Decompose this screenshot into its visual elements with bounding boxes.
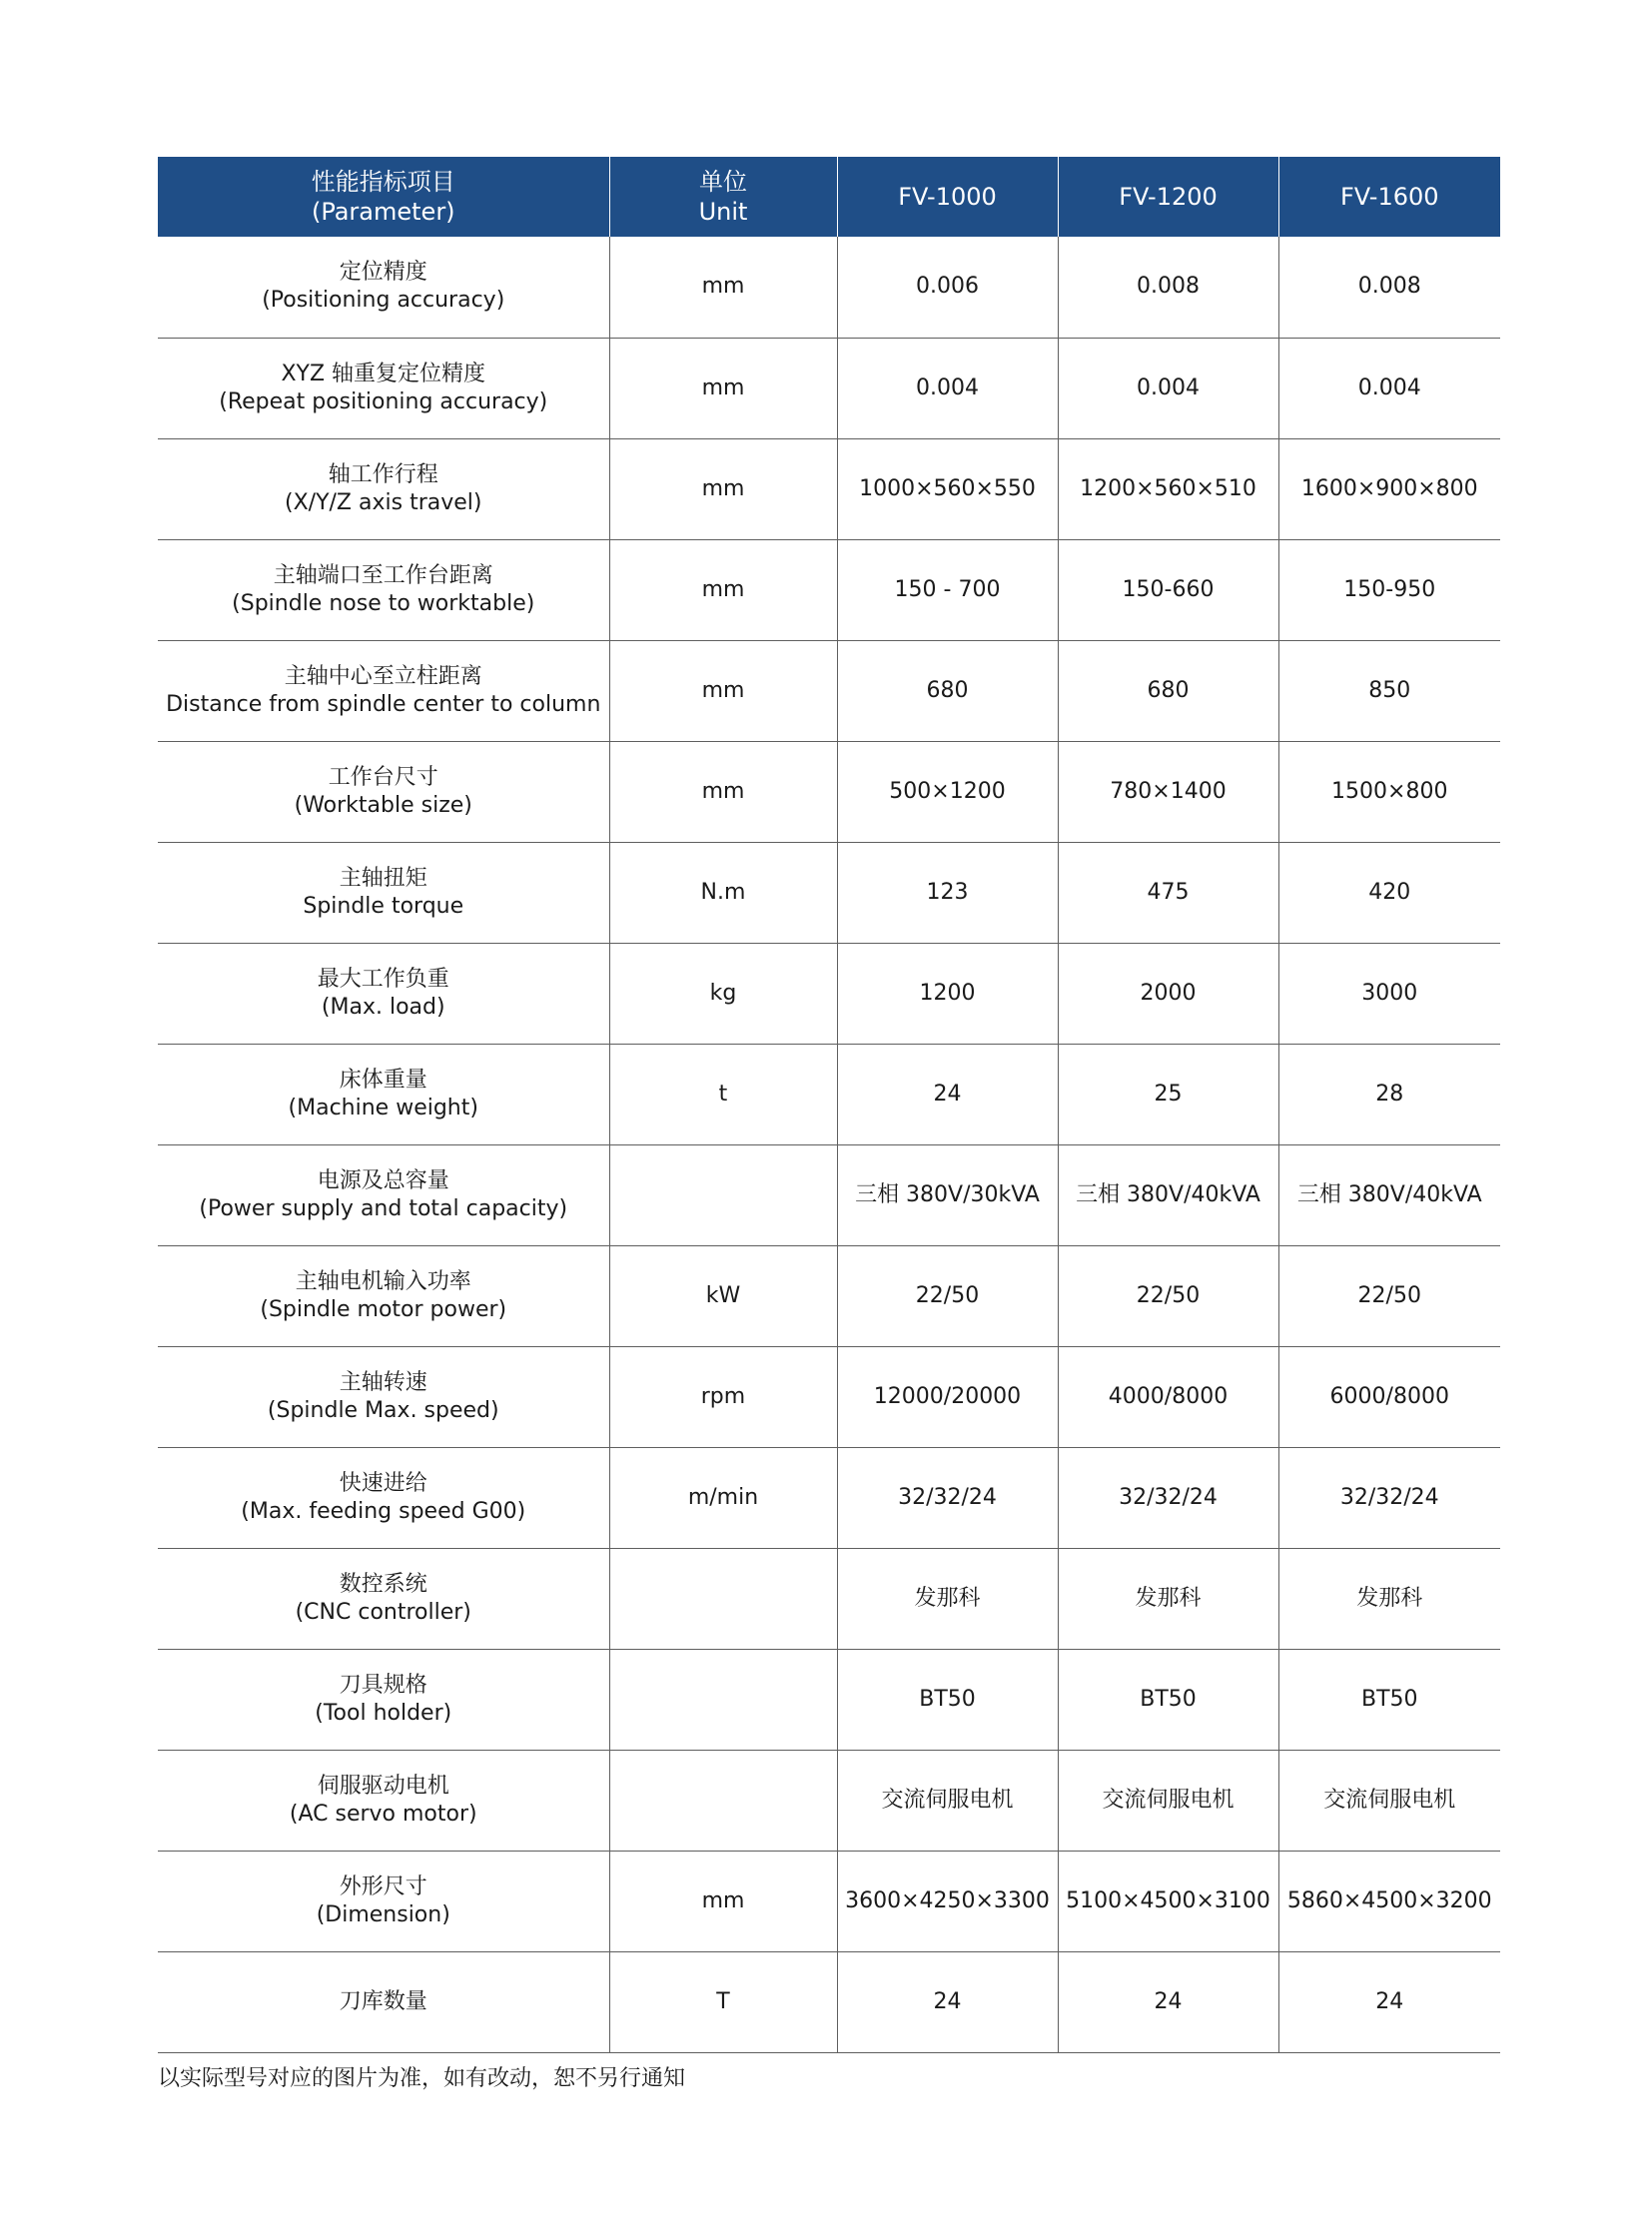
parameter-name-en: (Machine weight) [288,1095,478,1120]
table-row [158,741,1500,842]
unit-cell: mm [609,338,837,438]
table-row [158,1548,1500,1649]
unit-cell: rpm [609,1346,837,1447]
value-cell: 0.004 [837,338,1058,438]
parameter-name-zh: XYZ 轴重复定位精度 [281,361,486,386]
parameter-name-en: Distance from spindle center to column [166,691,601,717]
parameter-name-en: (CNC controller) [295,1599,471,1625]
table-row [158,1851,1500,1951]
header-parameter-zh: 性能指标项目 [311,168,455,196]
table-row [158,1144,1500,1245]
value-cell: 22/50 [1058,1245,1278,1346]
value-cell: 0.008 [1278,237,1500,338]
parameter-name-en: (Max. load) [321,994,445,1020]
table-row [158,438,1500,539]
parameter-name-zh: 主轴电机输入功率 [295,1268,471,1294]
table-row [158,237,1500,338]
unit-cell: mm [609,640,837,741]
value-cell: 5860×4500×3200 [1278,1851,1500,1951]
parameter-name-en: (AC servo motor) [289,1801,477,1827]
spec-table [158,157,1500,2053]
parameter-name-zh: 伺服驱动电机 [317,1773,449,1799]
unit-cell: mm [609,539,837,640]
header-parameter-en: (Parameter) [311,198,455,226]
value-cell: 500×1200 [837,741,1058,842]
parameter-cell [158,1649,609,1750]
footnote: 以实际型号对应的图片为准，如有改动，恕不另行通知 [158,2066,686,2091]
value-cell: 420 [1278,842,1500,943]
table-row [158,338,1500,438]
value-cell: 1200×560×510 [1058,438,1278,539]
value-cell: 发那科 [1058,1548,1278,1649]
parameter-name-en: (X/Y/Z axis travel) [285,489,482,515]
table-row [158,1750,1500,1851]
parameter-cell [158,1447,609,1548]
unit-cell [609,1750,837,1851]
value-cell: 0.006 [837,237,1058,338]
value-cell: 三相 380V/30kVA [837,1144,1058,1245]
value-cell: 0.004 [1058,338,1278,438]
value-cell: 22/50 [837,1245,1058,1346]
parameter-cell [158,741,609,842]
table-row [158,1044,1500,1144]
parameter-cell [158,1245,609,1346]
unit-cell: mm [609,438,837,539]
parameter-cell [158,1951,609,2052]
value-cell: 123 [837,842,1058,943]
value-cell: 850 [1278,640,1500,741]
value-cell: 32/32/24 [837,1447,1058,1548]
unit-cell: t [609,1044,837,1144]
table-header-row [158,157,1500,237]
value-cell: 0.004 [1278,338,1500,438]
parameter-name-zh: 主轴中心至立柱距离 [284,663,482,689]
parameter-cell [158,1548,609,1649]
value-cell: 780×1400 [1058,741,1278,842]
value-cell: 12000/20000 [837,1346,1058,1447]
value-cell: BT50 [1058,1649,1278,1750]
table-row [158,1245,1500,1346]
parameter-name-en: (Worktable size) [294,792,472,818]
value-cell: 3600×4250×3300 [837,1851,1058,1951]
parameter-name-en: (Tool holder) [315,1700,452,1726]
value-cell: 1600×900×800 [1278,438,1500,539]
table-row [158,1447,1500,1548]
parameter-name-zh: 主轴扭矩 [339,865,427,891]
header-unit-zh: 单位 [699,168,747,196]
value-cell: 0.008 [1058,237,1278,338]
parameter-name-zh: 电源及总容量 [317,1167,449,1193]
parameter-cell [158,842,609,943]
value-cell: 1200 [837,943,1058,1044]
parameter-cell [158,943,609,1044]
value-cell: 交流伺服电机 [1058,1750,1278,1851]
value-cell: 1500×800 [1278,741,1500,842]
value-cell: 发那科 [1278,1548,1500,1649]
value-cell: BT50 [1278,1649,1500,1750]
unit-cell [609,1649,837,1750]
value-cell: 150-950 [1278,539,1500,640]
parameter-name-zh: 刀库数量 [339,1988,427,2014]
value-cell: 三相 380V/40kVA [1058,1144,1278,1245]
unit-cell: kW [609,1245,837,1346]
header-unit-en: Unit [698,198,748,226]
value-cell: 150 - 700 [837,539,1058,640]
value-cell: 680 [837,640,1058,741]
header-model-fv1000: FV-1000 [837,157,1058,237]
unit-cell: m/min [609,1447,837,1548]
parameter-name-en: (Repeat positioning accuracy) [219,388,548,414]
table-body [158,237,1500,2052]
value-cell: 150-660 [1058,539,1278,640]
parameter-cell [158,237,609,338]
table-row [158,842,1500,943]
parameter-name-zh: 快速进给 [339,1470,427,1496]
table-row [158,1951,1500,2052]
value-cell: 5100×4500×3100 [1058,1851,1278,1951]
value-cell: 28 [1278,1044,1500,1144]
parameter-name-en: (Spindle Max. speed) [267,1397,499,1423]
value-cell: 32/32/24 [1278,1447,1500,1548]
value-cell: 4000/8000 [1058,1346,1278,1447]
value-cell: 2000 [1058,943,1278,1044]
header-model-fv1200: FV-1200 [1058,157,1278,237]
value-cell: 475 [1058,842,1278,943]
parameter-name-en: (Spindle motor power) [260,1296,507,1322]
parameter-name-zh: 轴工作行程 [328,461,438,487]
value-cell: 32/32/24 [1058,1447,1278,1548]
value-cell: 24 [1278,1951,1500,2052]
parameter-cell [158,1044,609,1144]
unit-cell: T [609,1951,837,2052]
parameter-name-zh: 主轴转速 [339,1369,427,1395]
table-row [158,1346,1500,1447]
parameter-name-en: (Positioning accuracy) [262,288,505,314]
parameter-name-en: (Max. feeding speed G00) [241,1498,526,1524]
value-cell: 发那科 [837,1548,1058,1649]
parameter-cell [158,1851,609,1951]
value-cell: 22/50 [1278,1245,1500,1346]
table-row [158,943,1500,1044]
unit-cell: mm [609,237,837,338]
table-row [158,539,1500,640]
parameter-name-en: (Dimension) [316,1901,450,1927]
parameter-cell [158,539,609,640]
value-cell: 交流伺服电机 [837,1750,1058,1851]
value-cell: 三相 380V/40kVA [1278,1144,1500,1245]
parameter-name-zh: 数控系统 [339,1571,427,1597]
parameter-name-zh: 最大工作负重 [317,966,449,992]
unit-cell [609,1548,837,1649]
value-cell: 3000 [1278,943,1500,1044]
unit-cell: N.m [609,842,837,943]
parameter-name-en: (Power supply and total capacity) [199,1195,568,1221]
table-row [158,640,1500,741]
value-cell: 25 [1058,1044,1278,1144]
parameter-name-zh: 刀具规格 [339,1672,427,1698]
parameter-cell [158,1750,609,1851]
value-cell: 24 [837,1951,1058,2052]
unit-cell: mm [609,741,837,842]
parameter-cell [158,438,609,539]
parameter-cell [158,338,609,438]
parameter-cell [158,1346,609,1447]
header-unit [609,157,837,237]
parameter-name-zh: 定位精度 [339,260,427,286]
header-model-fv1600: FV-1600 [1278,157,1500,237]
value-cell: BT50 [837,1649,1058,1750]
unit-cell: kg [609,943,837,1044]
parameter-cell [158,640,609,741]
value-cell: 1000×560×550 [837,438,1058,539]
parameter-name-zh: 工作台尺寸 [328,764,438,790]
value-cell: 交流伺服电机 [1278,1750,1500,1851]
value-cell: 680 [1058,640,1278,741]
parameter-name-en: Spindle torque [303,893,464,919]
parameter-cell [158,1144,609,1245]
parameter-name-zh: 主轴端口至工作台距离 [273,562,493,588]
value-cell: 24 [1058,1951,1278,2052]
parameter-name-zh: 外形尺寸 [339,1873,427,1899]
parameter-name-zh: 床体重量 [339,1067,427,1093]
header-parameter [158,157,609,237]
value-cell: 24 [837,1044,1058,1144]
unit-cell: mm [609,1851,837,1951]
parameter-name-en: (Spindle nose to worktable) [232,590,535,616]
unit-cell [609,1144,837,1245]
table-row [158,1649,1500,1750]
value-cell: 6000/8000 [1278,1346,1500,1447]
